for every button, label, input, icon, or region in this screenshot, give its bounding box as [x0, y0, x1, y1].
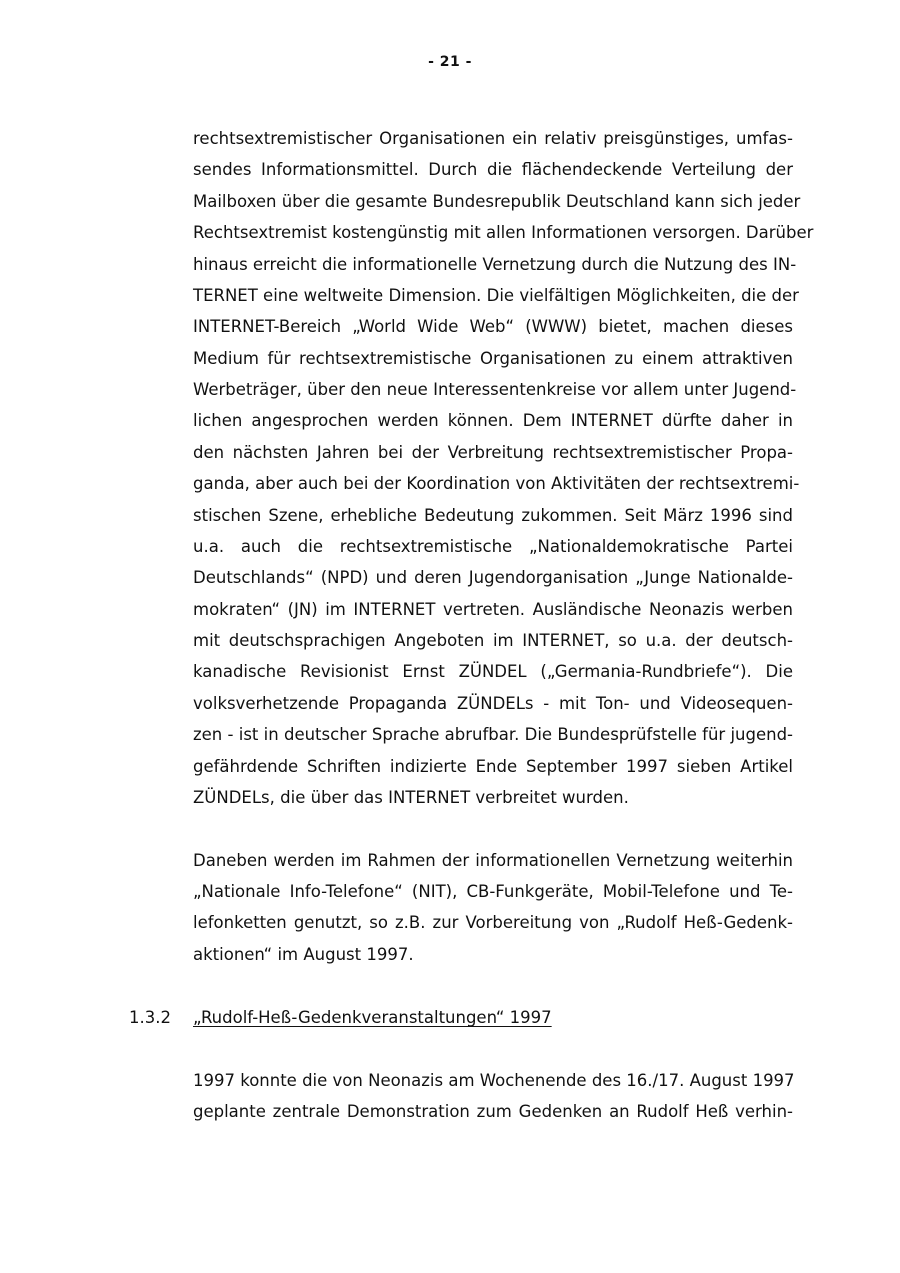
text-line: Medium für rechtsextremistische Organisationen zu einem attraktiven: [193, 349, 793, 368]
text-line: Werbeträger, über den neue Interessentenkreise vor allem unter Jugend-: [193, 380, 797, 399]
text-line: kanadische Revisionist Ernst ZÜNDEL („Germania-Rundbriefe“). Die: [193, 662, 793, 681]
text-line: Deutschlands“ (NPD) und deren Jugendorganisation „Junge Nationalde-: [193, 568, 793, 587]
text-line: mokraten“ (JN) im INTERNET vertreten. Ausländische Neonazis werben: [193, 600, 793, 619]
text-line: gefährdende Schriften indizierte Ende September 1997 sieben Artikel: [193, 757, 793, 776]
text-line: INTERNET-Bereich „World Wide Web“ (WWW) bietet, machen dieses: [193, 317, 793, 336]
text-line: Rechtsextremist kostengünstig mit allen Informationen versorgen. Darüber: [193, 223, 814, 242]
text-line: rechtsextremistischer Organisationen ein relativ preisgünstiges, umfas-: [193, 129, 793, 148]
text-line: hinaus erreicht die informationelle Vernetzung durch die Nutzung des IN-: [193, 255, 797, 274]
text-line: TERNET eine weltweite Dimension. Die vielfältigen Möglichkeiten, die der: [193, 286, 799, 305]
text-line: lichen angesprochen werden können. Dem INTERNET dürfte daher in: [193, 411, 793, 430]
text-line: lefonketten genutzt, so z.B. zur Vorbereitung von „Rudolf Heß-Gedenk-: [193, 913, 793, 932]
text-line: ZÜNDELs, die über das INTERNET verbreitet wurden.: [193, 788, 629, 807]
page-number: - 21 -: [428, 54, 472, 70]
text-line: Daneben werden im Rahmen der informationellen Vernetzung weiterhin: [193, 851, 793, 870]
text-line: aktionen“ im August 1997.: [193, 945, 414, 964]
text-line: 1997 konnte die von Neonazis am Wochenende des 16./17. August 1997: [193, 1071, 795, 1090]
text-line: „Nationale Info-Telefone“ (NIT), CB-Funkgeräte, Mobil-Telefone und Te-: [193, 882, 793, 901]
text-line: den nächsten Jahren bei der Verbreitung rechtsextremistischer Propa-: [193, 443, 793, 462]
text-line: zen - ist in deutscher Sprache abrufbar. Die Bundesprüfstelle für jugend-: [193, 725, 793, 744]
text-line: sendes Informationsmittel. Durch die flächendeckende Verteilung der: [193, 160, 793, 179]
text-line: geplante zentrale Demonstration zum Gedenken an Rudolf Heß verhin-: [193, 1102, 793, 1121]
text-line: stischen Szene, erhebliche Bedeutung zukommen. Seit März 1996 sind: [193, 506, 793, 525]
text-line: ganda, aber auch bei der Koordination von Aktivitäten der rechtsextremi-: [193, 474, 800, 493]
text-line: mit deutschsprachigen Angeboten im INTERNET, so u.a. der deutsch-: [193, 631, 793, 650]
section-title: „Rudolf-Heß-Gedenkveranstaltungen“ 1997: [193, 1008, 552, 1027]
text-line: volksverhetzende Propaganda ZÜNDELs - mit Ton- und Videosequen-: [193, 694, 793, 713]
text-line: u.a. auch die rechtsextremistische „Nationaldemokratische Partei: [193, 537, 793, 556]
section-number: 1.3.2: [129, 1008, 171, 1027]
text-line: Mailboxen über die gesamte Bundesrepublik Deutschland kann sich jeder: [193, 192, 801, 211]
